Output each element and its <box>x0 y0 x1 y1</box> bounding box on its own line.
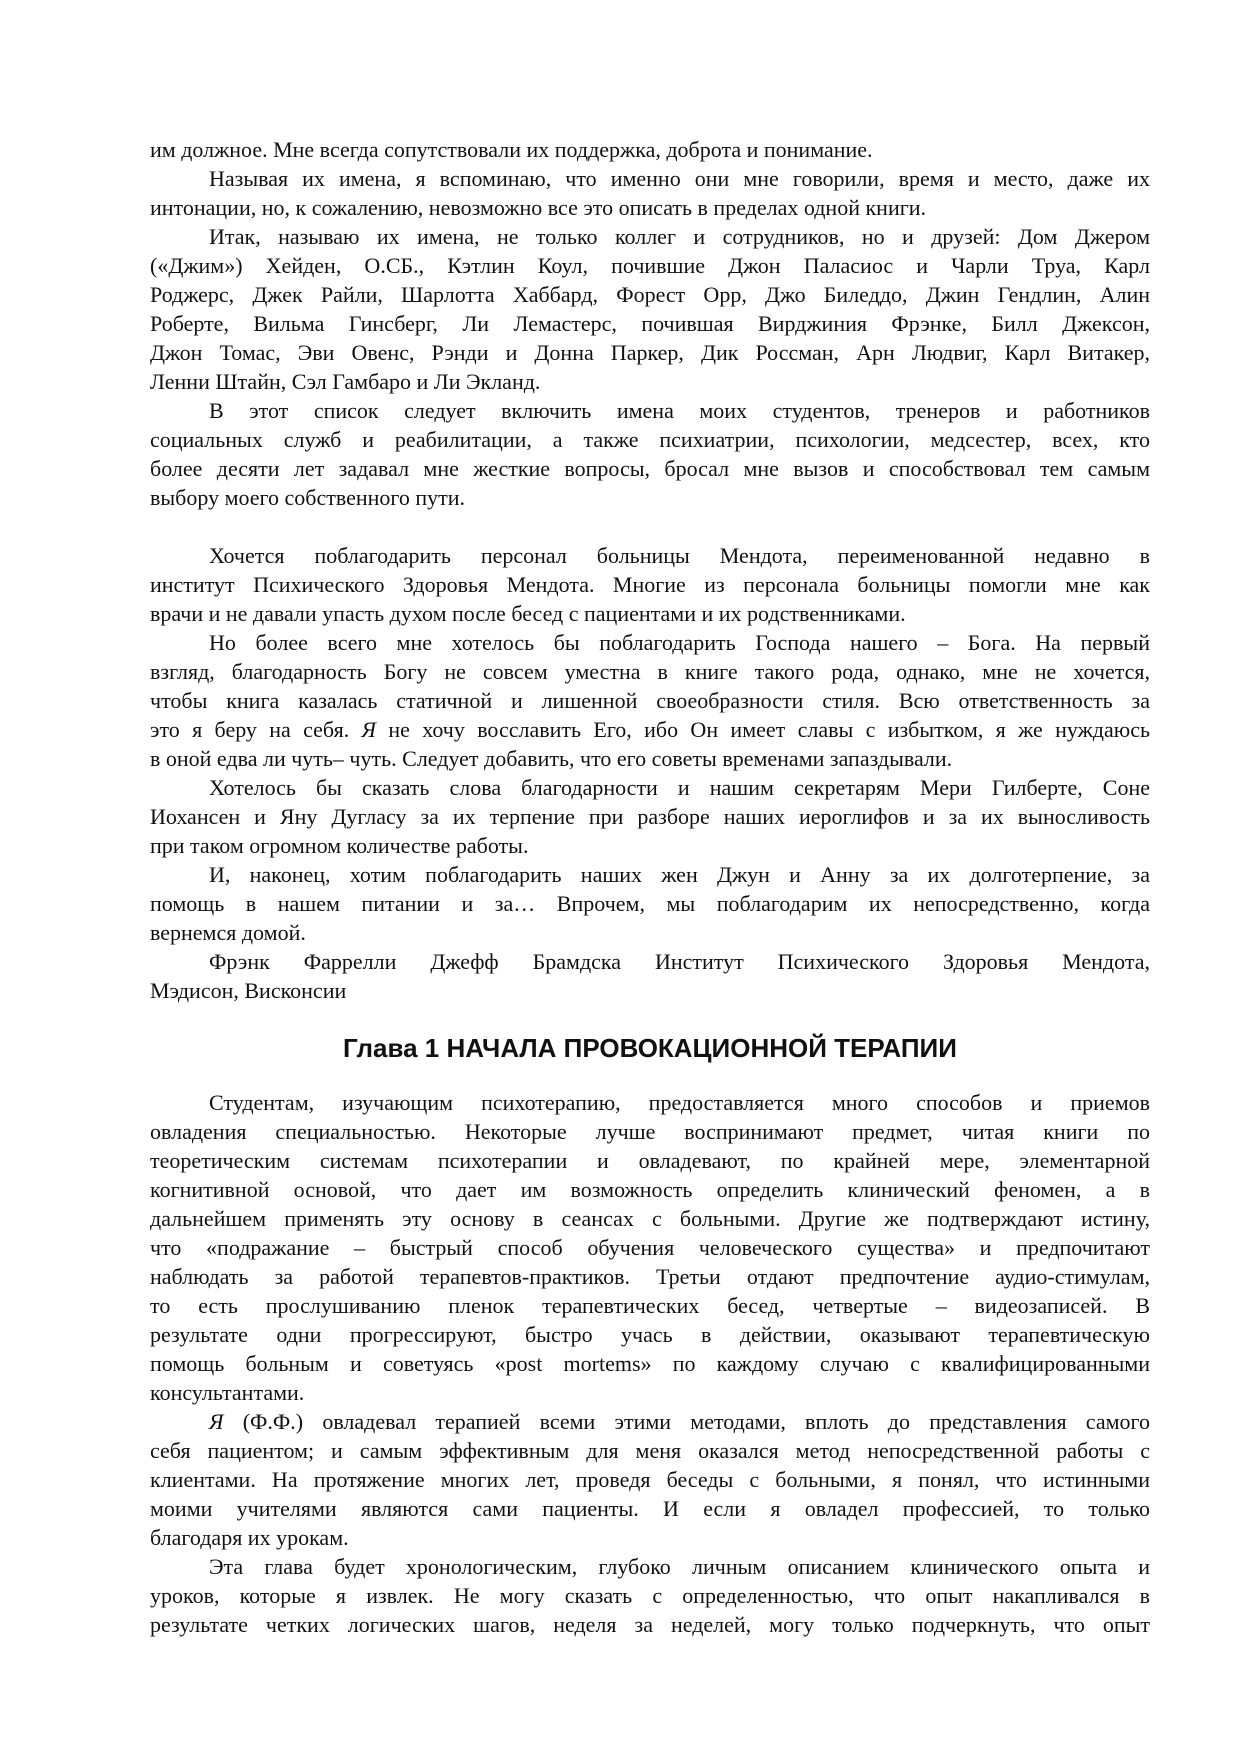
chapter-1-body <box>150 1088 1150 1639</box>
text-line: социальных служб и реабилитации, а также психиатрии, психологии, медсестер, всех, кто <box>150 427 1150 452</box>
text-line: наблюдать за работой терапевтов-практиков. Третьи отдают предпочтение аудио-стимулам, <box>150 1264 1150 1289</box>
paragraph <box>150 222 1150 396</box>
acknowledgements-section-1 <box>150 135 1150 512</box>
text-line: теоретическим системам психотерапии и овладевают, по крайней мере, элементарной <box>150 1148 1150 1173</box>
text-line: что «подражание – быстрый способ обучения человеческого существа» и предпочитают <box>150 1235 1150 1260</box>
text-line <box>150 715 1150 744</box>
paragraph <box>150 1407 1150 1552</box>
text-line: им должное. Мне всегда сопутствовали их поддержка, доброта и понимание. <box>150 137 873 162</box>
text-line: Фрэнк Фаррелли Джефф Брамдска Институт Психического Здоровья Мендота, <box>209 949 1150 974</box>
paragraph <box>150 860 1150 947</box>
text-line: Хотелось бы сказать слова благодарности и нашим секретарям Мери Гилберте, Соне <box>209 775 1150 800</box>
text-line: дальнейшем применять эту основу в сеансах с больными. Другие же подтверждают истину, <box>150 1206 1150 1231</box>
text-line: институт Психического Здоровья Мендота. Многие из персонала больницы помогли мне как <box>150 572 1150 597</box>
text-line: вернемся домой. <box>150 920 306 945</box>
text-line: помощь больным и советуясь «post mortems» по каждому случаю с квалифицированными <box>150 1351 1150 1376</box>
text-line: И, наконец, хотим поблагодарить наших жен Джун и Анну за их долготерпение, за <box>209 862 1150 887</box>
text-line: результате одни прогрессируют, быстро учась в действии, оказывают терапевтическую <box>150 1322 1150 1347</box>
italic-text: Я <box>361 717 376 742</box>
text-line: Называя их имена, я вспоминаю, что именно они мне говорили, время и место, даже их <box>209 166 1150 191</box>
acknowledgements-section-2 <box>150 541 1150 1005</box>
text-line: более десяти лет задавал мне жесткие вопросы, бросал мне вызов и способствовал тем самым <box>150 456 1150 481</box>
text-line: в оной едва ли чуть– чуть. Следует добавить, что его советы временами запаздывали. <box>150 746 953 771</box>
text-line: моими учителями являются сами пациенты. И если я овладел профессией, то только <box>150 1496 1150 1521</box>
text-line: благодаря их урокам. <box>150 1525 349 1550</box>
text-segment: не хочу восславить Его, ибо Он имеет славы с избытком, я же нуждаюсь <box>376 717 1150 742</box>
text-line: Джон Томас, Эви Овенс, Рэнди и Донна Паркер, Дик Россман, Арн Людвиг, Карл Витакер, <box>150 340 1150 365</box>
text-line: интонации, но, к сожалению, невозможно все это описать в пределах одной книги. <box>150 195 927 220</box>
text-segment: это я беру на себя. <box>150 717 362 742</box>
text-line: Ленни Штайн, Сэл Гамбаро и Ли Экланд. <box>150 369 541 394</box>
text-line: чтобы книга казалась статичной и лишенной своеобразности стиля. Всю ответственность за <box>150 688 1150 713</box>
text-line: Хочется поблагодарить персонал больницы Мендота, переименованной недавно в <box>209 543 1150 568</box>
text-line: выбору моего собственного пути. <box>150 485 466 510</box>
text-line: Эта глава будет хронологическим, глубоко личным описанием клинического опыта и <box>209 1554 1150 1579</box>
paragraph <box>150 541 1150 628</box>
italic-text: Я <box>209 1409 224 1434</box>
paragraph <box>150 164 1150 222</box>
text-line: овладения специальностью. Некоторые лучше воспринимают предмет, читая книги по <box>150 1119 1150 1144</box>
text-line: Иохансен и Яну Дугласу за их терпение при разборе наших иероглифов и за их выносливость <box>150 804 1150 829</box>
paragraph <box>150 135 1150 164</box>
text-line: взгляд, благодарность Богу не совсем уместна в книге такого рода, однако, мне не хочется, <box>150 659 1150 684</box>
text-line: Роберте, Вильма Гинсберг, Ли Лемастерс, почившая Вирджиния Фрэнке, Билл Джексон, <box>150 311 1150 336</box>
text-line: В этот список следует включить имена моих студентов, тренеров и работников <box>209 398 1150 423</box>
text-line: помощь в нашем питании и за… Впрочем, мы поблагодарим их непосредственно, когда <box>150 891 1150 916</box>
text-line: Итак, называю их имена, не только коллег и сотрудников, но и друзей: Дом Джером <box>209 224 1150 249</box>
text-line: консультантами. <box>150 1380 305 1405</box>
paragraph <box>150 396 1150 512</box>
chapter-heading: Глава 1 НАЧАЛА ПРОВОКАЦИОННОЙ ТЕРАПИИ <box>343 1033 957 1063</box>
text-line: Роджерс, Джек Райли, Шарлотта Хаббард, Форест Орр, Джо Биледдо, Джин Гендлин, Алин <box>150 282 1150 307</box>
text-line: врачи и не давали упасть духом после бесед с пациентами и их родственниками. <box>150 601 906 626</box>
text-line: уроков, которые я извлек. Не могу сказать с определенностью, что опыт накапливался в <box>150 1583 1150 1608</box>
text-line: при таком огромном количестве работы. <box>150 833 529 858</box>
paragraph <box>150 1552 1150 1639</box>
text-line: («Джим») Хейден, О.СБ., Кэтлин Коул, почившие Джон Паласиос и Чарли Труа, Карл <box>150 253 1150 278</box>
text-line: клиентами. На протяжение многих лет, проведя беседы с больными, я понял, что истинными <box>150 1467 1150 1492</box>
text-segment: (Ф.Ф.) овладевал терапией всеми этими методами, вплоть до представления самого <box>223 1409 1150 1434</box>
text-line: Но более всего мне хотелось бы поблагодарить Господа нашего – Бога. На первый <box>209 630 1150 655</box>
paragraph <box>150 947 1150 1005</box>
paragraph <box>150 1088 1150 1407</box>
text-line <box>150 1407 1150 1436</box>
text-line: Студентам, изучающим психотерапию, предоставляется много способов и приемов <box>209 1090 1150 1115</box>
paragraph <box>150 773 1150 860</box>
text-line: себя пациентом; и самым эффективным для меня оказался метод непосредственной работы с <box>150 1438 1150 1463</box>
paragraph <box>150 628 1150 773</box>
text-line: результате четких логических шагов, неделя за неделей, могу только подчеркнуть, что опыт <box>150 1612 1150 1637</box>
text-line: то есть прослушиванию пленок терапевтических бесед, четвертые – видеозаписей. В <box>150 1293 1150 1318</box>
text-line: когнитивной основой, что дает им возможность определить клинический феномен, а в <box>150 1177 1150 1202</box>
text-line: Мэдисон, Висконсии <box>150 978 347 1003</box>
